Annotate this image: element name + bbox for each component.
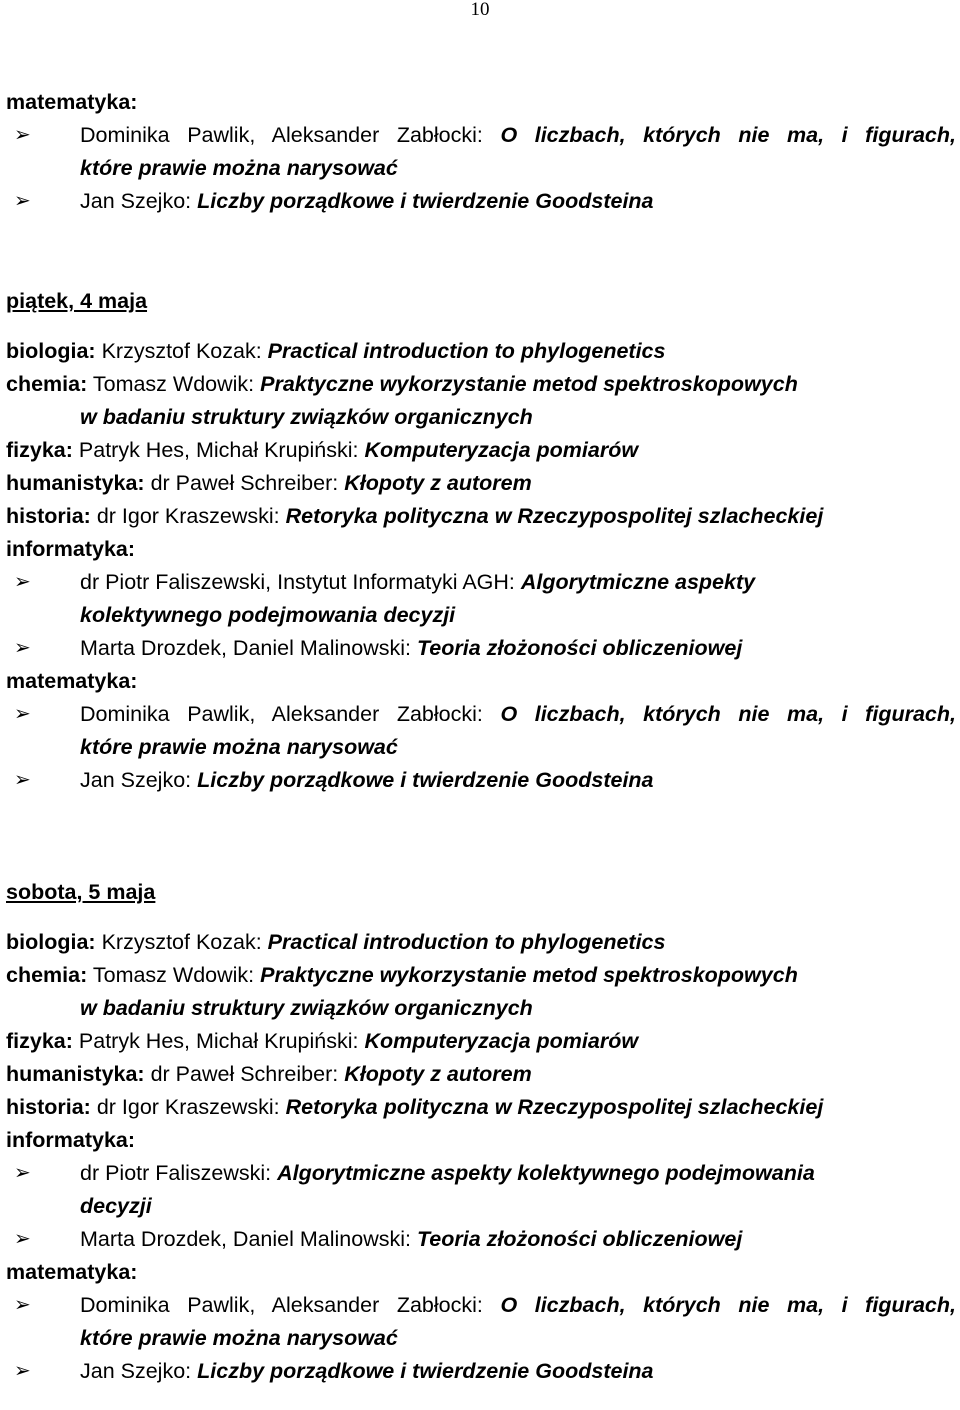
- entry-fizyka: [6, 1025, 956, 1058]
- lecture-title: O liczbach, których nie ma, i figurach,: [500, 1293, 956, 1317]
- lecture-author: Tomasz Wdowik:: [92, 963, 255, 987]
- lecture-author: Tomasz Wdowik:: [92, 372, 255, 396]
- entry-fizyka: [6, 434, 956, 467]
- lecture-title: Practical introduction to phylogenetics: [267, 339, 666, 363]
- lecture-title: O liczbach, których nie ma, i figurach,: [500, 702, 956, 726]
- lecture-title-continuation: w badaniu struktury związków organicznych: [80, 996, 533, 1020]
- subject-label-matematyka: matematyka:: [6, 1260, 138, 1284]
- lecture-title-continuation: które prawie można narysować: [80, 156, 398, 180]
- entry-historia: [6, 500, 956, 533]
- list-item: [6, 1289, 956, 1355]
- schedule-continuation: [6, 86, 956, 218]
- subject-label: historia:: [6, 1095, 91, 1119]
- lecture-title-continuation: które prawie można narysować: [80, 1326, 398, 1350]
- lecture-title: Praktyczne wykorzystanie metod spektroskopowych: [260, 963, 798, 987]
- lecture-author: dr Piotr Faliszewski, Instytut Informatyki AGH:: [80, 570, 515, 594]
- arrow-bullet-icon: ➢: [14, 1294, 31, 1316]
- lecture-author: dr Igor Kraszewski:: [96, 1095, 280, 1119]
- arrow-bullet-icon: ➢: [14, 1228, 31, 1250]
- entry-humanistyka: [6, 1058, 956, 1091]
- entry-biologia: [6, 335, 956, 368]
- entry-humanistyka: [6, 467, 956, 500]
- lecture-title: Teoria złożoności obliczeniowej: [416, 636, 743, 660]
- lecture-author: Dominika Pawlik, Aleksander Zabłocki:: [80, 1293, 483, 1317]
- lecture-author: Patryk Hes, Michał Krupiński:: [78, 1029, 359, 1053]
- lecture-author: Jan Szejko:: [80, 768, 192, 792]
- subject-label-informatyka: informatyka:: [6, 1128, 136, 1152]
- subject-label-matematyka: matematyka:: [6, 90, 138, 114]
- lecture-title: Retoryka polityczna w Rzeczypospolitej szlacheckiej: [285, 504, 824, 528]
- lecture-title-continuation: decyzji: [80, 1194, 152, 1218]
- lecture-author: Jan Szejko:: [80, 1359, 192, 1383]
- lecture-title: Liczby porządkowe i twierdzenie Goodsteina: [197, 1359, 654, 1383]
- list-item: [6, 566, 956, 632]
- arrow-bullet-icon: ➢: [14, 769, 31, 791]
- list-item: [6, 185, 956, 218]
- lecture-author: Krzysztof Kozak:: [101, 930, 262, 954]
- arrow-bullet-icon: ➢: [14, 571, 31, 593]
- lecture-title-continuation: które prawie można narysować: [80, 735, 398, 759]
- list-item: [6, 1355, 956, 1388]
- lecture-author: Dominika Pawlik, Aleksander Zabłocki:: [80, 123, 483, 147]
- subject-label: chemia:: [6, 963, 88, 987]
- list-item: [6, 119, 956, 185]
- lecture-author: dr Igor Kraszewski:: [96, 504, 280, 528]
- list-item: [6, 1223, 956, 1256]
- lecture-author: Dominika Pawlik, Aleksander Zabłocki:: [80, 702, 483, 726]
- lecture-author: dr Paweł Schreiber:: [150, 1062, 339, 1086]
- lecture-title-continuation: w badaniu struktury związków organicznych: [80, 405, 533, 429]
- arrow-bullet-icon: ➢: [14, 124, 31, 146]
- lecture-title: Teoria złożoności obliczeniowej: [416, 1227, 743, 1251]
- page-number: 10: [470, 0, 490, 20]
- lecture-title: Kłopoty z autorem: [344, 1062, 532, 1086]
- entry-chemia: [6, 959, 956, 992]
- lecture-author: Krzysztof Kozak:: [101, 339, 262, 363]
- lecture-title: Liczby porządkowe i twierdzenie Goodsteina: [197, 768, 654, 792]
- arrow-bullet-icon: ➢: [14, 190, 31, 212]
- entry-biologia: [6, 926, 956, 959]
- day-heading: piątek, 4 maja: [6, 289, 148, 313]
- arrow-bullet-icon: ➢: [14, 637, 31, 659]
- arrow-bullet-icon: ➢: [14, 1162, 31, 1184]
- lecture-title-continuation: kolektywnego podejmowania decyzji: [80, 603, 456, 627]
- schedule-day-saturday: [6, 876, 956, 1388]
- lecture-author: Marta Drozdek, Daniel Malinowski:: [80, 636, 411, 660]
- list-item: [6, 764, 956, 797]
- lecture-title: Liczby porządkowe i twierdzenie Goodsteina: [197, 189, 654, 213]
- lecture-title: O liczbach, których nie ma, i figurach,: [500, 123, 956, 147]
- list-item: [6, 1157, 956, 1223]
- schedule-day-friday: [6, 285, 956, 797]
- lecture-title: Kłopoty z autorem: [344, 471, 532, 495]
- lecture-title: Praktyczne wykorzystanie metod spektroskopowych: [260, 372, 798, 396]
- list-item: [6, 632, 956, 665]
- subject-label: biologia:: [6, 930, 96, 954]
- lecture-author: Jan Szejko:: [80, 189, 192, 213]
- subject-label-matematyka: matematyka:: [6, 669, 138, 693]
- lecture-title: Algorytmiczne aspekty: [520, 570, 756, 594]
- lecture-author: Marta Drozdek, Daniel Malinowski:: [80, 1227, 411, 1251]
- subject-label-informatyka: informatyka:: [6, 537, 136, 561]
- subject-label: chemia:: [6, 372, 88, 396]
- list-item: [6, 698, 956, 764]
- arrow-bullet-icon: ➢: [14, 703, 31, 725]
- subject-label: fizyka:: [6, 438, 73, 462]
- day-heading: sobota, 5 maja: [6, 880, 156, 904]
- subject-label: fizyka:: [6, 1029, 73, 1053]
- subject-label: humanistyka:: [6, 471, 145, 495]
- subject-label: humanistyka:: [6, 1062, 145, 1086]
- lecture-author: dr Paweł Schreiber:: [150, 471, 339, 495]
- lecture-author: Patryk Hes, Michał Krupiński:: [78, 438, 359, 462]
- entry-historia: [6, 1091, 956, 1124]
- subject-label: biologia:: [6, 339, 96, 363]
- subject-label: historia:: [6, 504, 91, 528]
- lecture-author: dr Piotr Faliszewski:: [80, 1161, 272, 1185]
- lecture-title: Komputeryzacja pomiarów: [364, 438, 639, 462]
- lecture-title: Komputeryzacja pomiarów: [364, 1029, 639, 1053]
- arrow-bullet-icon: ➢: [14, 1360, 31, 1382]
- lecture-title: Algorytmiczne aspekty kolektywnego podejmowania: [277, 1161, 815, 1185]
- entry-chemia: [6, 368, 956, 401]
- lecture-title: Practical introduction to phylogenetics: [267, 930, 666, 954]
- lecture-title: Retoryka polityczna w Rzeczypospolitej szlacheckiej: [285, 1095, 824, 1119]
